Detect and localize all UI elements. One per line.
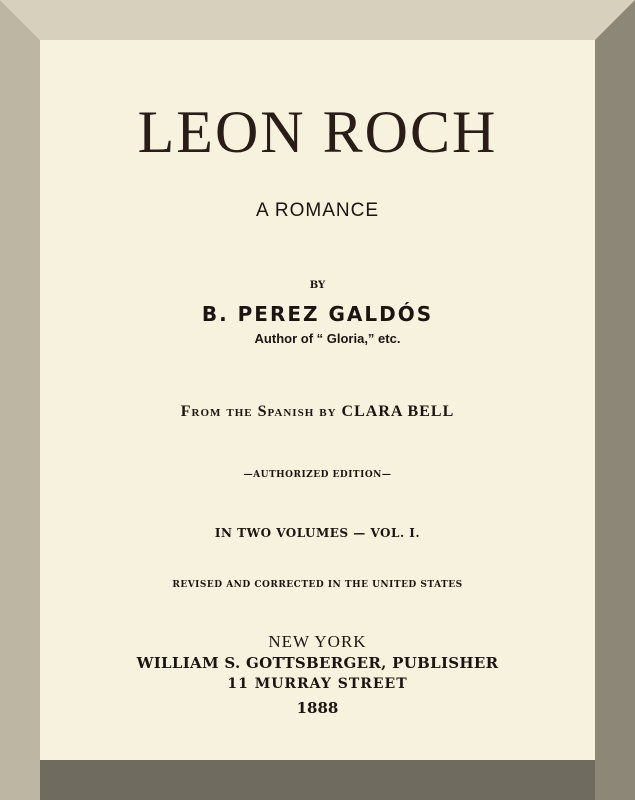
publisher-name: WILLIAM S. GOTTSBERGER, PUBLISHER [136,654,499,672]
by-label: BY [309,280,326,291]
frame-right-bevel [595,0,635,800]
book-title: LEON ROCH [137,99,498,165]
book-subtitle: A ROMANCE [255,200,380,221]
edition-note: —AUTHORIZED EDITION— [243,470,392,480]
frame-top-bevel [0,0,635,40]
author-note: Author of “ Gloria,” etc. [254,331,401,346]
translation-credit: From the Spanish by CLARA BELL [180,403,455,420]
publisher-city: NEW YORK [268,632,367,651]
title-page [40,40,595,760]
volume-info: IN TWO VOLUMES — VOL. I. [214,526,421,540]
author-name: B. PEREZ GALDÓS [201,302,434,326]
frame-bottom-bevel [0,760,635,800]
frame-left-bevel [0,0,40,800]
publisher-address: 11 MURRAY STREET [227,676,408,692]
revision-note: REVISED AND CORRECTED IN THE UNITED STATES [172,580,463,590]
publication-year: 1888 [296,699,339,717]
